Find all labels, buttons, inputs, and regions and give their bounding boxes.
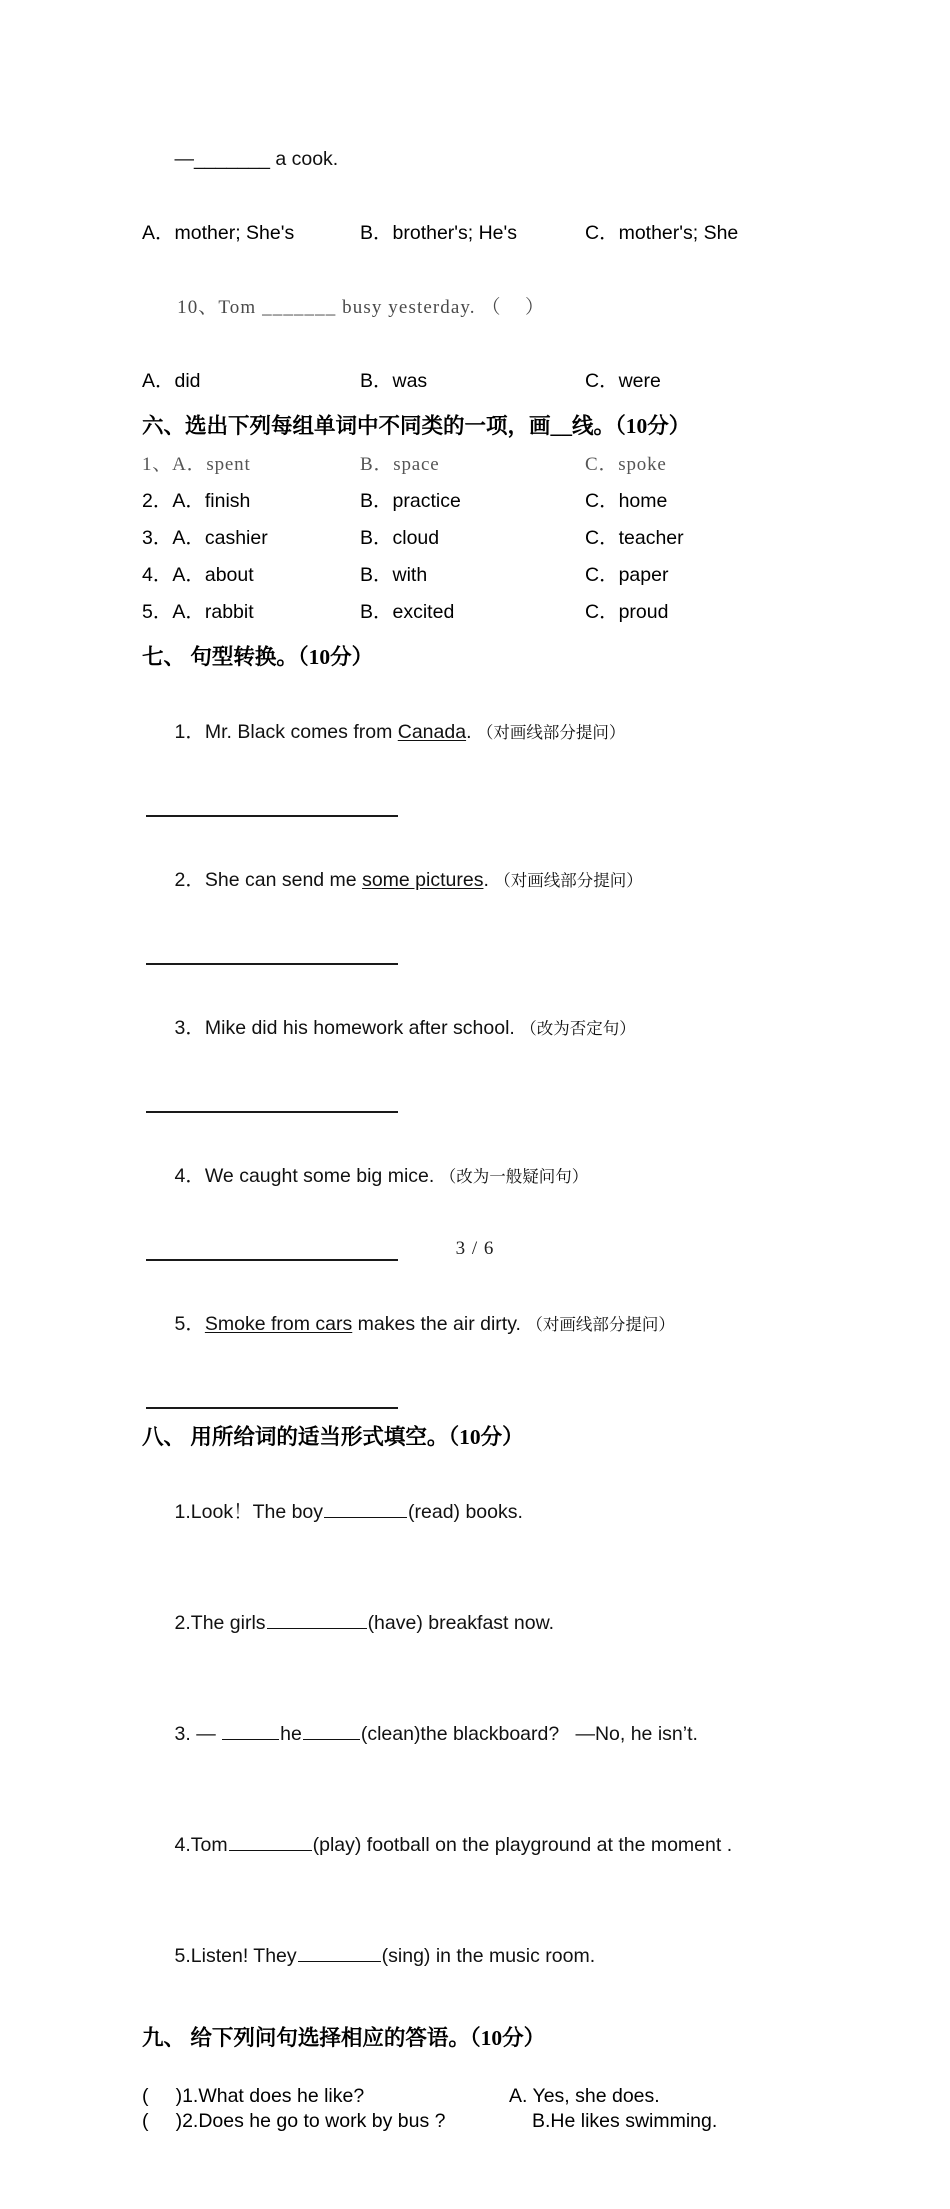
item-number: 1． — [174, 721, 205, 743]
answer-blank-line[interactable] — [146, 1407, 398, 1409]
section-six-row — [142, 594, 812, 631]
item-text: She can send me — [204, 869, 363, 891]
section-seven-item — [142, 825, 812, 937]
section-six-row-c[interactable]: C．teacher — [585, 527, 684, 549]
fill-in-blank[interactable] — [267, 1610, 367, 1629]
carryover-choices — [142, 215, 812, 252]
choice-option-c[interactable]: C．were — [585, 370, 661, 392]
section-six-row — [142, 520, 812, 557]
fill-in-blank[interactable] — [303, 1721, 360, 1740]
section-eight-item — [142, 1568, 812, 1679]
item-text-tail: (play) football on the playground at the moment . — [312, 1834, 733, 1856]
section-six-row-c[interactable]: C．spoke — [585, 454, 667, 475]
match-question[interactable]: ( )1.What does he like? — [142, 2085, 365, 2107]
item-text-tail: (have) breakfast now. — [367, 1612, 554, 1634]
item-underlined-part: some pictures — [362, 869, 484, 891]
item-number: 2． — [174, 869, 205, 891]
item-underlined-part: Canada — [397, 721, 467, 743]
answer-blank-line[interactable] — [146, 963, 398, 965]
item-underlined-part: Smoke from cars — [204, 1313, 353, 1335]
section-six-row-b[interactable]: B．space — [360, 454, 440, 475]
section-six-heading: 六、选出下列每组单词中不同类的一项，画__线。（10分） — [142, 414, 691, 438]
section-six-row-a[interactable]: 4．A．about — [142, 564, 254, 586]
section-nine-heading: 九、 给下列问句选择相应的答语。（10分） — [142, 2026, 546, 2050]
section-seven-item — [142, 1269, 812, 1381]
section-eight-item — [142, 1679, 812, 1790]
match-question[interactable]: ( )2.Does he go to work by bus ? — [142, 2110, 446, 2132]
section-six-row-a[interactable]: 1、A．spent — [142, 454, 251, 475]
item-text: Mr. Black comes from — [204, 721, 398, 743]
question-10-choices — [142, 363, 812, 400]
section-nine-matching-list — [142, 2084, 812, 2134]
section-six-row — [142, 557, 812, 594]
item-annotation: （对画线部分提问） — [526, 1316, 675, 1334]
choice-option-b[interactable]: B．was — [360, 370, 428, 392]
item-text-tail: . — [483, 869, 489, 891]
section-six-row-a[interactable]: 2．A．finish — [142, 490, 251, 512]
section-eight-item — [142, 1790, 812, 1901]
fill-in-blank[interactable] — [222, 1721, 279, 1740]
item-text: 4.Tom — [174, 1834, 228, 1856]
answer-blank-line[interactable] — [146, 1111, 398, 1113]
item-number: 3． — [174, 1017, 205, 1039]
choice-option-a[interactable]: A．mother; She's — [142, 222, 295, 244]
fill-in-blank[interactable] — [298, 1943, 381, 1962]
item-text: Mike did his homework after school. — [204, 1017, 515, 1039]
section-six-row — [142, 446, 812, 483]
section-six-row-c[interactable]: C．paper — [585, 564, 669, 586]
fill-in-blank[interactable] — [229, 1832, 312, 1851]
choice-option-c[interactable]: C．mother's; She — [585, 222, 739, 244]
section-six-row-c[interactable]: C．proud — [585, 601, 669, 623]
answer-blank-line[interactable] — [146, 815, 398, 817]
page-content — [142, 104, 812, 2134]
section-six-row-b[interactable]: B．practice — [360, 490, 461, 512]
item-text: We caught some big mice. — [204, 1165, 435, 1187]
page-number: 3 / 6 — [455, 1238, 495, 1259]
item-text-tail: (sing) in the music room. — [381, 1945, 596, 1967]
match-answer-option[interactable]: A. Yes, she does. — [509, 2085, 660, 2107]
carryover-stem — [142, 104, 812, 215]
item-text: 3. — — [174, 1723, 222, 1745]
section-eight-item — [142, 1901, 812, 2012]
choice-option-b[interactable]: B．brother's; He's — [360, 222, 517, 244]
section-six-row-a[interactable]: 5．A．rabbit — [142, 601, 254, 623]
item-annotation: （对画线部分提问） — [494, 872, 643, 890]
match-answer-option[interactable]: B.He likes swimming. — [532, 2110, 718, 2132]
question-10-stem — [142, 252, 812, 363]
section-six-row-a[interactable]: 3．A．cashier — [142, 527, 268, 549]
section-eight-heading: 八、 用所给词的适当形式填空。（10分） — [142, 1425, 524, 1449]
item-text-tail: makes the air dirty. — [352, 1313, 521, 1335]
item-annotation: （改为否定句） — [520, 1020, 636, 1038]
section-seven-item — [142, 1121, 812, 1233]
section-six-row-b[interactable]: B．cloud — [360, 527, 440, 549]
section-seven-item — [142, 973, 812, 1085]
fill-in-blank[interactable] — [324, 1499, 407, 1518]
item-text-mid: he — [280, 1723, 302, 1745]
choice-option-a[interactable]: A．did — [142, 370, 201, 392]
item-text: 1.Look！The boy — [174, 1501, 324, 1523]
section-six-row-b[interactable]: B．with — [360, 564, 428, 586]
item-text-tail: (read) books. — [408, 1501, 523, 1523]
section-eight-item — [142, 1457, 812, 1568]
section-seven-item — [142, 677, 812, 789]
item-text-tail: (clean)the blackboard? —No, he isn’t. — [360, 1723, 698, 1745]
section-six-row — [142, 483, 812, 520]
item-number: 5． — [174, 1313, 205, 1335]
item-text: 5.Listen! They — [174, 1945, 297, 1967]
item-number: 4． — [174, 1165, 205, 1187]
item-text: 2.The girls — [174, 1612, 266, 1634]
carryover-stem-text: —_______ a cook. — [174, 148, 339, 170]
match-row — [142, 2109, 812, 2134]
section-six-row-b[interactable]: B．excited — [360, 601, 455, 623]
item-annotation: （改为一般疑问句） — [439, 1168, 589, 1186]
item-annotation: （对画线部分提问） — [476, 724, 626, 742]
item-text-tail: . — [466, 721, 472, 743]
section-seven-heading: 七、 句型转换。（10分） — [142, 645, 374, 669]
question-10-stem-text: 10、Tom _______ busy yesterday. （ ） — [177, 297, 546, 318]
section-six-row-c[interactable]: C．home — [585, 490, 668, 512]
match-row — [142, 2084, 812, 2109]
